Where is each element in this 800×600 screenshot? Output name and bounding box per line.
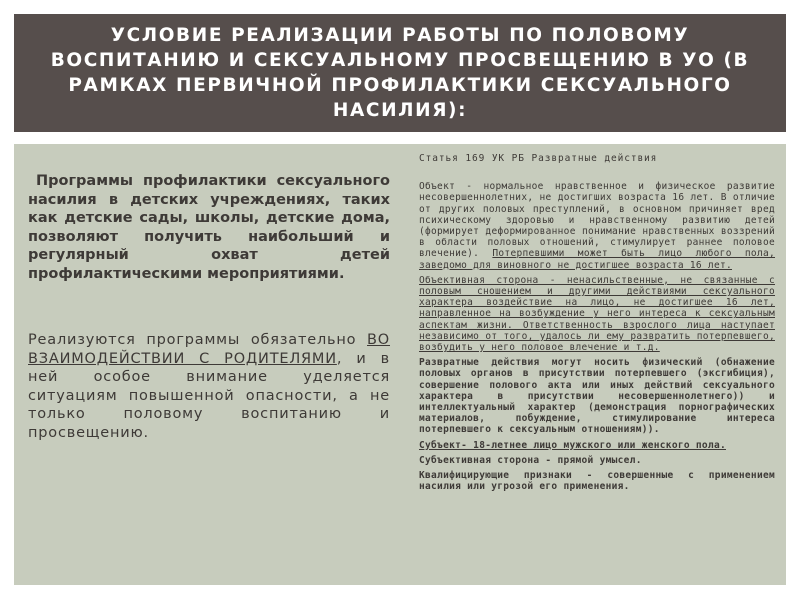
slide-title: УСЛОВИЕ РЕАЛИЗАЦИИ РАБОТЫ ПО ПОЛОВОМУ ВОСПИТАНИЮ И СЕКСУАЛЬНОМУ ПРОСВЕЩЕНИЮ В УО (В РАМКАХ ПЕРВИЧНОЙ ПРОФИЛАКТИКИ СЕКСУАЛЬНОГО НАСИЛИЯ): [50, 25, 750, 121]
parents-text-before: Реализуются программы обязательно [28, 332, 368, 348]
objective-side-paragraph: Объективная сторона - ненасильственные, не связанные с половым сношением и другими действиями сексуального характера воздействие на лицо, не достигшее 16 лет, направленное на возбуждение у него интереса к сексуальным аспектам жизни. Ответственность взрослого лица наступает независимо от того, удалось ли ему развратить потерпевшего, возбудить у него половое влечение и т.д. [419, 274, 775, 354]
parents-interaction-paragraph [28, 331, 390, 442]
actions-paragraph: Развратные действия могут носить физический (обнажение половых органов в присутствии потерпевшего (эксгибиция), совершение полового акта или иных действий сексуального характера в присутствии несовершеннолетнего)) и интеллектуальный характер (демонстрация порнографических материалов, побуждение, стимулирование интереса потерпевшего к сексуальным отношениям)). [419, 357, 775, 436]
object-text: Объект - нормальное нравственное и физическое развитие несовершеннолетних, не достигших возраста 16 лет. В отличие от других половых преступлений, в основном причиняет вред психическому здоровью и нравственному развитию детей (формирует деформированное понимание нравственных воззрений в области половых отношений, стимулирует раннее половое влечение). [419, 181, 775, 260]
subject-paragraph: Субъект- 18-летнее лицо мужского или женского пола. [419, 439, 726, 451]
object-paragraph [419, 181, 775, 271]
qualifying-paragraph: Квалифицирующие признаки - совершенные с применением насилия или угрозой его применения. [419, 470, 775, 493]
prevention-programs-paragraph: Программы профилактики сексуального насилия в детских учреждениях, таких как детские сады, школы, детские дома, позволяют получить наибольший и регулярный охват детей профилактическими мероприятиями. [28, 173, 390, 282]
title-bar [14, 14, 786, 132]
subjective-side-paragraph: Субъективная сторона - прямой умысел. [419, 454, 642, 466]
parents-highlight: ВО ВЗАИМОДЕЙСТВИИ С РОДИТЕЛЯМИ [28, 332, 390, 367]
object-victims: Потерпевшими может быть лицо любого пола, заведомо для виновного не достигшее возраста 16 лет. [419, 248, 775, 271]
left-column [28, 172, 390, 442]
right-column [419, 153, 775, 496]
parents-text-after: , и в ней особое внимание уделяется ситуациям повышенной опасности, а не только половому воспитанию и просвещению. [28, 350, 390, 441]
article-heading: Статья 169 УК РБ Развратные действия [419, 153, 658, 164]
